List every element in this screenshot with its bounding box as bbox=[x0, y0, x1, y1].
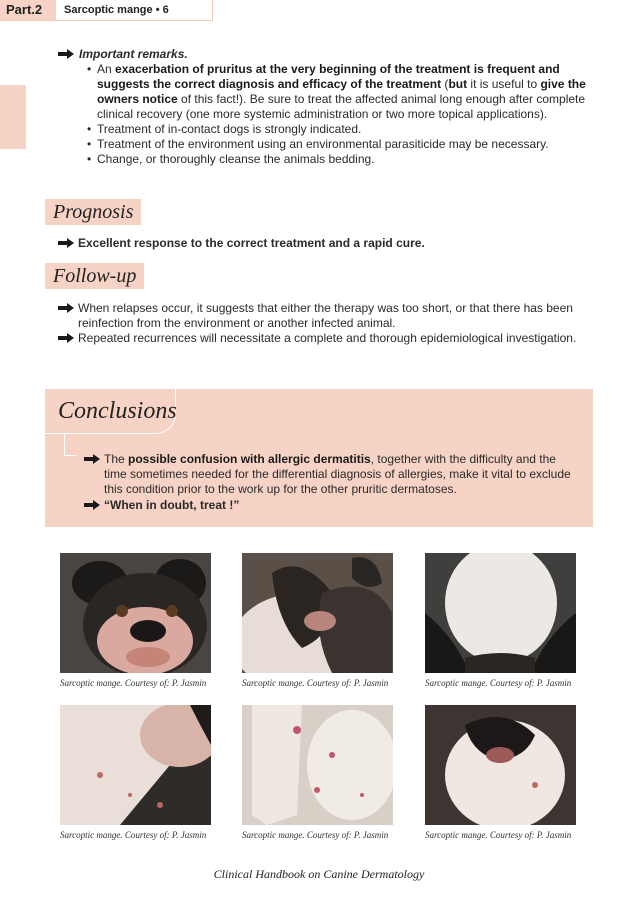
arrow-right-icon bbox=[84, 500, 100, 510]
page-footer: Clinical Handbook on Canine Dermatology bbox=[213, 867, 425, 881]
list-item: • Treatment of the environment using an environmental parasiticide may be necessary. bbox=[87, 137, 587, 152]
followup-item: Repeated recurrences will necessitate a complete and thorough epidemiological investigation. bbox=[78, 331, 577, 345]
conclusions-decor-line bbox=[64, 433, 65, 455]
dog-photo bbox=[425, 705, 576, 825]
conclusions-item: “When in doubt, treat !” bbox=[104, 498, 240, 512]
photo-caption: Sarcoptic mange. Courtesy of: P. Jasmin bbox=[425, 678, 572, 688]
photo-caption: Sarcoptic mange. Courtesy of: P. Jasmin bbox=[60, 678, 207, 688]
arrow-right-icon bbox=[58, 333, 74, 343]
dog-photo bbox=[242, 553, 393, 673]
remarks-list bbox=[87, 62, 587, 167]
dog-photo bbox=[60, 705, 211, 825]
side-tab bbox=[0, 85, 26, 149]
list-item: • Treatment of in-contact dogs is strongly indicated. bbox=[87, 122, 587, 137]
conclusions-decor-line bbox=[64, 455, 76, 456]
part-label: Part.2 bbox=[0, 0, 56, 20]
section-label: Sarcoptic mange • 6 bbox=[64, 4, 169, 16]
dog-photo bbox=[60, 553, 211, 673]
dog-photo bbox=[242, 705, 393, 825]
arrow-right-icon bbox=[58, 238, 74, 248]
conclusions-item: The possible confusion with allergic dermatitis, together with the difficulty and the time sometimes needed for the differential diagnosis of allergies, make it vital to exclude this condition prior to the work up for the other pruritic dermatoses. bbox=[104, 452, 571, 496]
photo-caption: Sarcoptic mange. Courtesy of: P. Jasmin bbox=[60, 830, 207, 840]
remarks-title: Important remarks. bbox=[79, 47, 188, 61]
prognosis-text: Excellent response to the correct treatment and a rapid cure. bbox=[78, 236, 425, 250]
arrow-right-icon bbox=[58, 49, 74, 59]
arrow-right-icon bbox=[84, 454, 100, 464]
photo-caption: Sarcoptic mange. Courtesy of: P. Jasmin bbox=[242, 830, 389, 840]
photo-caption: Sarcoptic mange. Courtesy of: P. Jasmin bbox=[425, 830, 572, 840]
followup-heading: Follow-up bbox=[45, 263, 144, 289]
list-item: • An exacerbation of pruritus at the very beginning of the treatment is frequent and suggests the correct diagnosis and efficacy of the treatment (but it is useful to give the owners notice of this fact!). Be sure to treat the affected animal long enough after complete clinical recovery (one more systemic administration or two more topical applications). bbox=[87, 62, 587, 122]
conclusions-heading: Conclusions bbox=[58, 398, 177, 424]
dog-photo bbox=[425, 553, 576, 673]
followup-item: When relapses occur, it suggests that either the therapy was too short, or that there has been reinfection from the environment or another infected animal. bbox=[78, 301, 573, 330]
list-item: • Change, or thoroughly cleanse the animals bedding. bbox=[87, 152, 587, 167]
prognosis-heading: Prognosis bbox=[45, 199, 141, 225]
arrow-right-icon bbox=[58, 303, 74, 313]
photo-caption: Sarcoptic mange. Courtesy of: P. Jasmin bbox=[242, 678, 389, 688]
